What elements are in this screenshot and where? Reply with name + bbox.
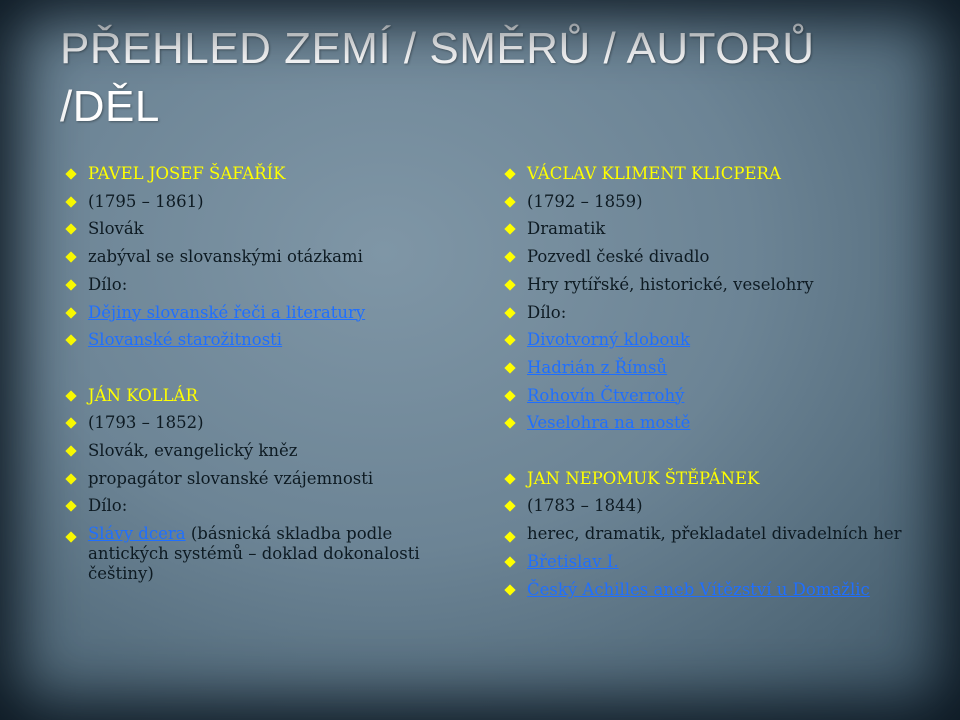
author-name-safarik: PAVEL JOSEF ŠAFAŘÍK	[64, 160, 424, 188]
author-activity-klicpera: Pozvedl české divadlo	[503, 243, 923, 271]
author-years-stepanek: (1783 – 1844)	[503, 492, 923, 520]
left-bullet-list	[64, 160, 424, 588]
author-origin-safarik: Slovák	[64, 215, 424, 243]
slide-title: PŘEHLED ZEMÍ / SMĚRŮ / AUTORŮ /DĚL	[60, 24, 815, 131]
work-item-kollar	[64, 520, 424, 588]
list-spacer	[64, 354, 424, 382]
work-link[interactable]: Slávy dcera	[88, 524, 186, 544]
author-genres-klicpera: Hry rytířské, historické, veselohry	[503, 271, 923, 299]
works-label-klicpera: Dílo:	[503, 299, 923, 327]
work-link[interactable]: Dějiny slovanské řeči a literatury	[64, 299, 424, 327]
author-activity-safarik: zabýval se slovanskými otázkami	[64, 243, 424, 271]
work-link[interactable]: Slovanské starožitnosti	[64, 326, 424, 354]
right-column	[503, 160, 923, 604]
author-role-klicpera: Dramatik	[503, 215, 923, 243]
author-activity-kollar: propagátor slovanské vzájemnosti	[64, 465, 424, 493]
work-link[interactable]: Hadrián z Římsů	[503, 354, 923, 382]
author-years-klicpera: (1792 – 1859)	[503, 188, 923, 216]
left-column	[64, 160, 424, 588]
work-link[interactable]: Břetislav I.	[503, 548, 923, 576]
work-link[interactable]: Rohovín Čtverrohý	[503, 382, 923, 410]
list-spacer	[503, 437, 923, 465]
author-name-kollar: JÁN KOLLÁR	[64, 382, 424, 410]
author-role-stepanek: herec, dramatik, překladatel divadelních her	[503, 520, 923, 548]
works-label-safarik: Dílo:	[64, 271, 424, 299]
author-years-safarik: (1795 – 1861)	[64, 188, 424, 216]
work-description: (básnická skladba podle antických systémů – doklad dokonalosti češtiny)	[88, 524, 420, 584]
work-link[interactable]: Divotvorný klobouk	[503, 326, 923, 354]
author-origin-kollar: Slovák, evangelický kněz	[64, 437, 424, 465]
author-years-kollar: (1793 – 1852)	[64, 409, 424, 437]
right-bullet-list	[503, 160, 923, 604]
work-link[interactable]: Český Achilles aneb Vítězství u Domažlic	[503, 576, 923, 604]
works-label-kollar: Dílo:	[64, 492, 424, 520]
author-name-stepanek: JAN NEPOMUK ŠTĚPÁNEK	[503, 465, 923, 493]
author-name-klicpera: VÁCLAV KLIMENT KLICPERA	[503, 160, 923, 188]
work-link[interactable]: Veselohra na mostě	[503, 409, 923, 437]
